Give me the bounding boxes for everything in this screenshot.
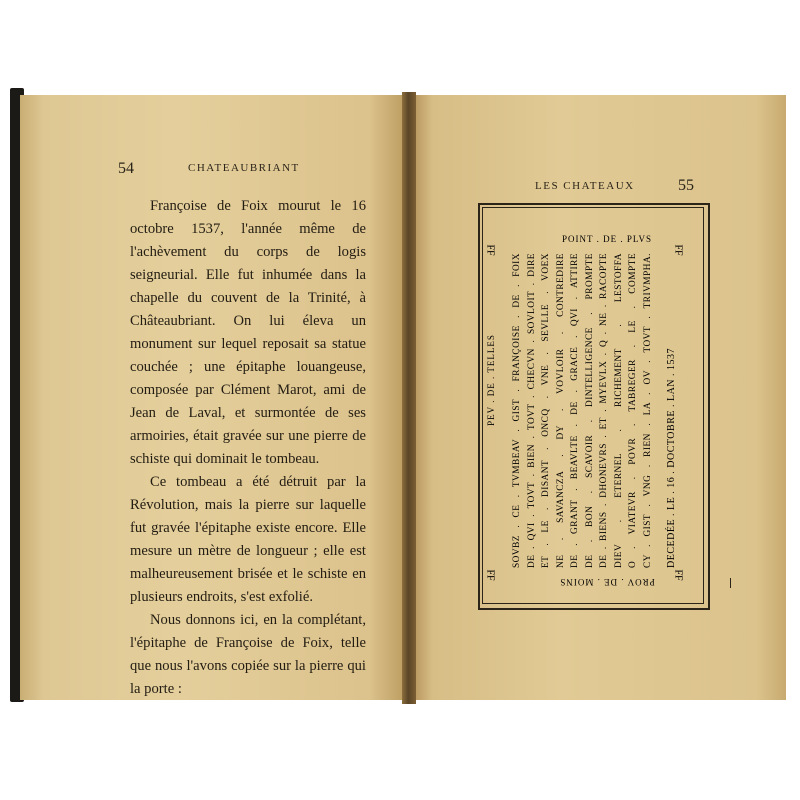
corner-monogram: FF (672, 569, 684, 581)
left-running-head: CHATEAUBRIANT (188, 162, 300, 174)
left-page-body (130, 195, 366, 701)
epitaph-line: NE . SAVANCZA . DY . VOVLOIR . CONTREDIRE (555, 253, 566, 568)
epitaph-text (510, 253, 655, 568)
epitaph-line: DE . GRANT . BEAVLTE . DE . GRACE . QVI . ATTIRE (570, 253, 580, 568)
book-gutter (402, 92, 416, 704)
margin-mark (730, 578, 731, 588)
epitaph-line: DE . QVI . TOVT . BIEN . TOVT . CHECVN . SOVLOIT . DIRE (526, 253, 537, 568)
corner-monogram: FF (484, 244, 496, 256)
paragraph: Nous donnons ici, en la complétant, l'épitaphe de Françoise de Foix, telle que nous l'avons copiée sur la pierre qui la porte : (130, 612, 366, 697)
epitaph-line: SOVBZ . CE . TVMBEAV . GIST . FRANÇOISE . DE . FOIX (512, 253, 522, 568)
epitaph-line: DIEV . ETERNEL . RICHEMENT . LESTOFFA (613, 253, 624, 568)
epitaph-line: CY . GIST . VNG . RIEN . LA . OV . TOVT . TRIVMPHA. (642, 253, 653, 568)
epitaph-line: O . VIATEVR . POVR . TABREGER . LE . COMPTE (628, 253, 638, 568)
right-running-head: LES CHATEAUX (535, 180, 635, 192)
epitaph-line: DE . BIENS . DHONEVRS . ET . MYEVLX . Q . NE . RACOPTE (599, 253, 609, 568)
epitaph-bottom-motto: PROV . DE . MOINS (559, 577, 655, 587)
paragraph: Françoise de Foix mourut le 16 octobre 1537, l'année même de l'achèvement du corps de logis seigneurial. Elle fut inhumée dans la chapelle du couvent de la Trinité, à Châteaubriant. On lui éleva un monument sur lequel reposait sa statue couchée ; une épitaphe louangeuse, composée par Clément Marot, ami de Jean de Laval, et surmontée de ses armoiries, était gravée sur une pierre de schiste qui dominait le tombeau. (130, 198, 366, 467)
left-page-number: 54 (118, 160, 134, 177)
corner-monogram: FF (672, 244, 684, 256)
epitaph-line: DE . BON . SCAVOIR . DINTELLIGENCE . PROMPTE (584, 253, 595, 568)
epitaph-date-line: DECEDÉE . LE . 16 . DOCTOBRE . LAN . 1537 (666, 347, 677, 568)
right-page-number: 55 (678, 177, 694, 194)
epitaph-top-motto: POINT . DE . PLVS (561, 234, 652, 244)
epitaph-line: ET . LE . DISANT . ONCQ . VNE . SEVLLE . VOEX (541, 253, 551, 568)
epitaph-side-motto: PEV . DE . TELLES (486, 334, 496, 426)
paragraph: Ce tombeau a été détruit par la Révolution, mais la pierre sur laquelle fut gravée l'épitaphe existe encore. Elle mesure un mètre de longueur ; elle est malheureusement brisée et le schiste en plusieurs endroits, s'est exfolié. (130, 474, 366, 605)
corner-monogram: FF (484, 569, 496, 581)
